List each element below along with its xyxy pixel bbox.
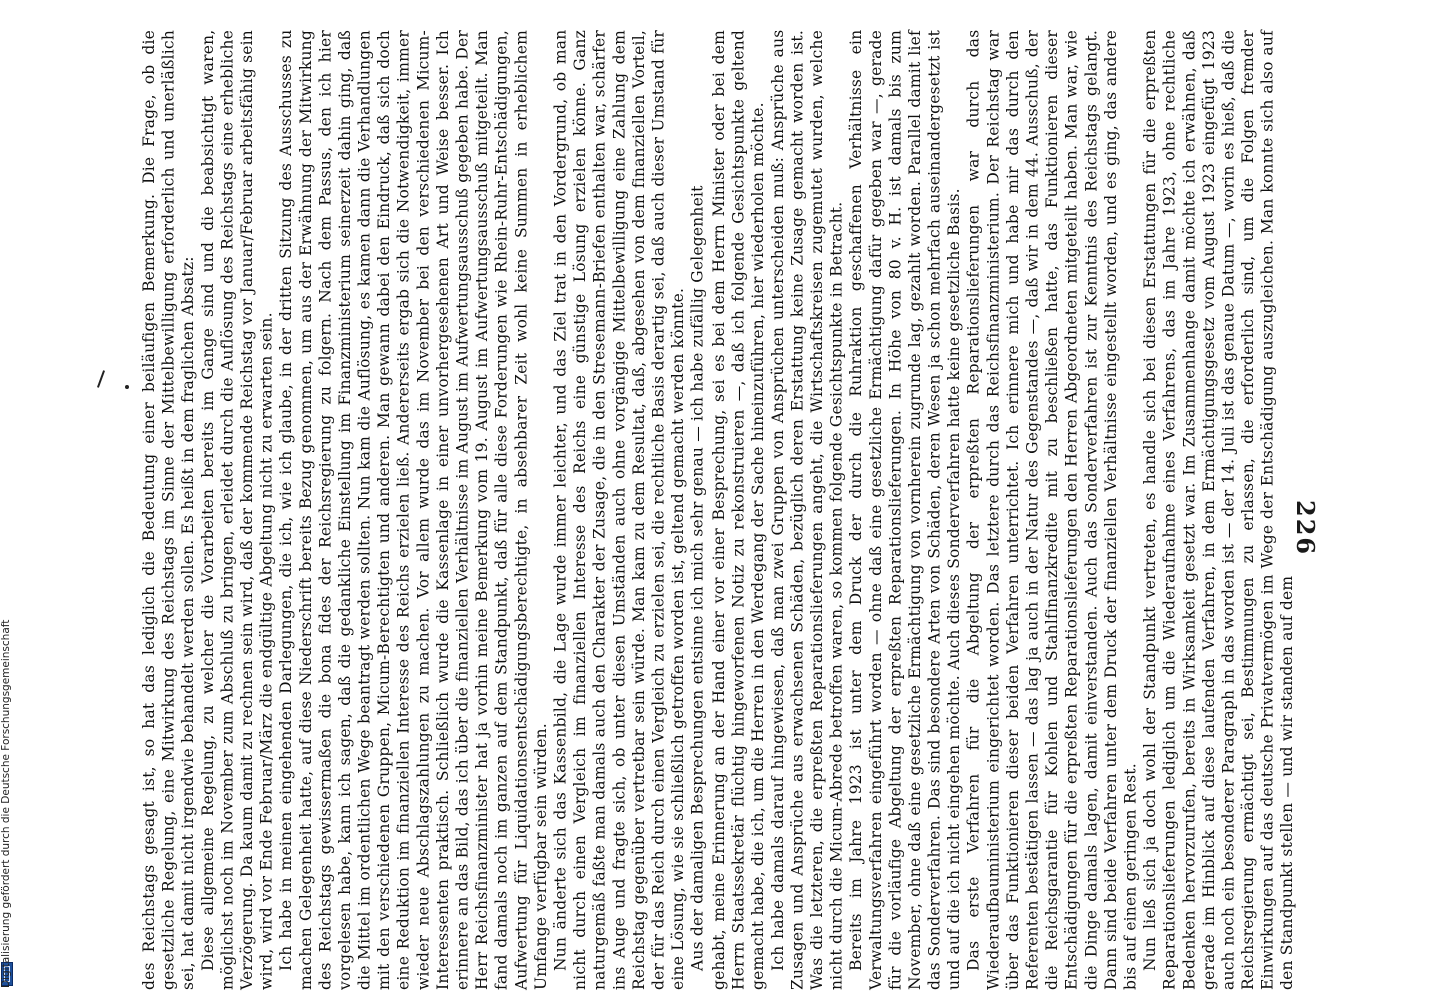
paragraph: Aus der damaligen Besprechungen entsinne ich mich sehr genau — ich habe zufällig Gelegenheit (688, 185, 707, 972)
paragraph: des Reichstags gesagt ist, so hat das lediglich die Bedeutung einer beiläufigen Bemerkung. Die Frage, ob die gesetzliche Regelung, eine Mitwirkung des Reichstags im Sinne der Mittelbewilligung erforderlich und unerläßlich sei, hat damit nicht irgendwie behandelt werden sollen. Es heißt in dem fraglichen Absatz: (140, 30, 198, 990)
scan-artifact-mark (97, 370, 105, 388)
digitization-credit: Digitalisierung gefördert durch die Deutsche Forschungsgemeinschaft (0, 619, 12, 988)
paragraph: Nun ließ sich ja doch wohl der Standpunkt vertreten, es handle sich bei diesen Erstattungen für die erpreßten Reparationslieferungen lediglich um die Wiederaufnahme eines Verfahrens, das im Jahre 1923, ohne rechtliche Bedenken hervorzurufen, bereits in Wirksamkeit gesetzt war. Im Zusammenhange damit möchte ich erwähnen, daß gerade im Hinblick auf diese laufenden Verfahren, in dem Ermächtigungsgesetz vom August 1923 eingefügt 1923 auch noch ein besonderer Paragraph in das worden ist — der 14. Juli ist das genaue Datum —, worin es hieß, daß die Reichsregierung ermächtigt sei, Bestimmungen zu erlassen, die erforderlich sind, um die Folgen fremder Einwirkungen auf das deutsche Privatvermögen im Wege der Entschädigung auszugleichen. Man konnte sich also auf den Standpunkt stellen — und wir standen auf dem (1141, 30, 1297, 990)
paragraph: Ich habe damals darauf hingewiesen, daß man zwei Gruppen von Ansprüchen unterscheiden muß: Ansprüche aus Zusagen und Ansprüche aus erwachsenen Schäden, bezüglich deren Erstattung keine Zusage gemacht worden ist. Was die letzteren, die erpreßten Reparationslieferungen angeht, die Wirtschaftskreisen zugemutet wurden, welche nicht durch die Micum-Abrede betroffen waren, so kommen folgende Gesichtspunkte in Betracht. (768, 30, 846, 990)
paragraph: Bereits im Jahre 1923 ist unter dem Druck der durch die Ruhraktion geschaffenen Verhältnisse ein Verwaltungsverfahren eingeführt worden — ohne daß eine gesetzliche Ermächtigung dafür gegeben war —, gerade für die vorläufige Abgeltung der erpreßten Reparationslieferungen. In Höhe von 80 v. H. ist damals bis zum November, ohne daß eine gesetzliche Ermächtigung von vornherein zugrunde lag, gezahlt worden. Parallel damit lief das Sonderverfahren. Das sind besondere Arten von Schäden, deren Wesen ja schon mehrfach auseinandergesetzt ist und auf die ich nicht eingehen möchte. Auch dieses Sonderverfahren hatte keine gesetzliche Basis. (847, 30, 964, 990)
paragraph: Nun änderte sich das Kassenbild, die Lage wurde immer leichter, und das Ziel trat in den Vordergrund, ob man nicht durch einen Vergleich im finanziellen Interesse des Reichs eine günstige Lösung erzielen könne. Ganz naturgemäß faßte man damals auch den Charakter der Zusage, die in den Stresemann-Briefen enthalten war, schärfer ins Auge und fragte sich, ob unter diesen Umständen auch ohne vorgängige Mittelbewilligung eine Zahlung dem Reichstag gegenüber vertretbar sein würde. Man kam zu dem Resultat, daß, abgesehen von dem finanziellen Vorteil, der für das Reich durch einen Vergleich zu erzielen sei, die rechtliche Basis derartig sei, daß auch dieser Umstand für eine Lösung, wie sie schließlich getroffen worden ist, geltend gemacht werden könnte. (551, 30, 688, 990)
paragraph: gehabt, meine Erinnerung an der Hand einer vor einer Besprechung, sei es bei dem Herrn Minister oder bei dem Herrn Staatssekretär flüchtig hingeworfenen Notiz zu rekonstruieren —, daß ich folgende Gesichtspunkte geltend gemacht habe, die ich, um die Herren in den Werdegang der Sache hineinzuführen, hier wiederholen möchte. (710, 30, 768, 990)
text-column-left (140, 30, 707, 990)
paragraph: Diese allgemeine Regelung, zu welcher die Vorarbeiten bereits im Gange sind und die beabsichtigt waren, möglichst noch im November zum Abschluß zu bringen, erleidet durch die Auflösung des Reichstags eine erhebliche Verzögerung. Da kaum damit zu rechnen sein wird, daß der kommende Reichstag vor Januar/Februar arbeitsfähig sein wird, wird vor Ende Februar/März die endgültige Abgeltung nicht zu erwarten sein. (198, 30, 276, 990)
text-column-right (710, 30, 1297, 990)
scan-artifact-dot (125, 385, 129, 389)
paragraph: Das erste Verfahren für die Abgeltung der erpreßten Reparationslieferungen war durch das Wiederaufbauministerium eingerichtet worden. Das letztere durch das Reichsfinanzministerium. Der Reichstag war über das Funktionieren dieser beiden Verfahren unterrichtet. Ich erinnere mich und habe mir das durch den Referenten bestätigen lassen — das lag ja auch in der Natur des Gegenstandes —, daß wir in dem 44. Ausschuß, der die Reichsgarantie für Kohlen und Stahlfinanzkredite mit zu beschließen hatte, das Funktionieren dieser Entschädigungen für die erpreßten Reparationslieferungen den Herren Abgeordneten mitgeteilt haben. Man war, wie die Dinge damals lagen, damit einverstanden. Auch das Sonderverfahren ist zur Kenntnis des Reichstags gelangt. Dann sind beide Verfahren unter dem Druck der finanziellen Verhältnisse eingestellt worden, und es ging, das andere bis auf einen geringen Rest. (964, 30, 1140, 990)
paragraph: Ich habe in meinen eingehenden Darlegungen, die ich, wie ich glaube, in der dritten Sitzung des Ausschusses zu machen Gelegenheit hatte, auf diese Niederschrift bereits Bezug genommen, um aus der Erwähnung der Mitwirkung des Reichstags gewissermaßen die bona fides der Reichsregierung zu folgern. Nach dem Passus, den ich hier vorgelesen habe, kann ich sagen, daß die gedankliche Einstellung im Finanzministerium seinerzeit dahin ging, daß die Mittel im ordentlichen Wege beantragt werden sollten. Nun kam die Auflösung, es kamen dann die Verhandlungen mit den verschiedenen Gruppen, Micum-Berechtigten und anderen. Man gewann dabei den Eindruck, daß sich doch eine Reduktion im finanziellen Interesse des Reichs erzielen ließ. Andererseits ergab sich die Notwendigkeit, immer wieder neue Abschlagszahlungen zu machen. Vor allem wurde das im November bei den verschiedenen Micum-Interessenten praktisch. Schließlich wurde die Kassenlage in einer unvorhergesehenen Art und Weise besser. Ich erinnere an das Bild, das ich über die finanziellen Verhältnisse im August im Aufwertungsausschuß gegeben habe. Der Herr Reichsfinanzminister hat ja vorhin meine Bemerkung vom 19. August im Aufwertungsausschuß mitgeteilt. Man fand damals noch im ganzen auf dem Standpunkt, daß für alle diese Forderungen wie Rhein-Ruhr-Entschädigungen, Aufwertung für Liquidationsentschädigungsberechtigte, in absehbarer Zeit wohl keine Summen in erheblichem Umfange verfügbar sein würden. (277, 30, 550, 990)
page-number: 226 (1291, 500, 1320, 557)
